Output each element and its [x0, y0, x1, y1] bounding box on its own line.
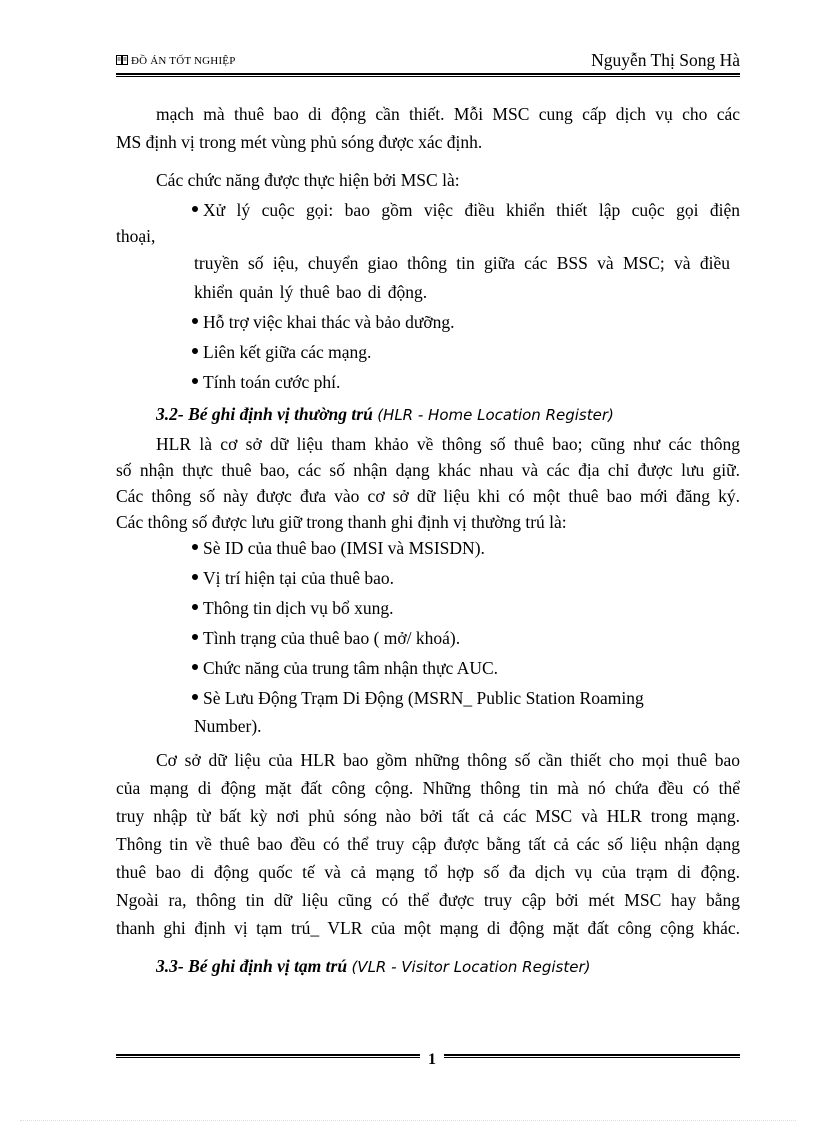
paragraph-line: Ngoài ra, thông tin dữ liệu cũng có thể được truy cập bởi mét MSC hay bằng — [116, 890, 740, 910]
page-edge-divider — [20, 1120, 796, 1121]
list-item: Liên kết giữa các mạng. — [192, 342, 371, 362]
heading-vi: 3.2- Bé ghi định vị thường trú — [156, 404, 373, 424]
paragraph-line: thanh ghi định vị tạm trú_ VLR của một mạng di động mặt đất công cộng khác. — [116, 918, 740, 938]
paragraph-line: truyền số iệu, chuyển giao thông tin giữa các BSS và MSC; và điều — [194, 253, 730, 273]
list-item: Chức năng của trung tâm nhận thực AUC. — [192, 658, 498, 678]
paragraph-line: Các thông số này được đưa vào cơ sở dữ liệu khi có một thuê bao mới đăng ký. — [116, 486, 740, 506]
paragraph-line: Thông tin về thuê bao đều có thể truy cập được bằng tất cả các số liệu nhận dạng — [116, 834, 740, 854]
heading-en: (HLR - Home Location Register) — [377, 406, 614, 424]
list-item: Vị trí hiện tại của thuê bao. — [192, 568, 394, 588]
paragraph-line: số nhận thực thuê bao, các số nhận dạng khác nhau và các địa chỉ được lưu giữ. — [116, 460, 740, 480]
list-item: Tính toán cước phí. — [192, 372, 340, 392]
paragraph-line: Các thông số được lưu giữ trong thanh ghi định vị thường trú là: — [116, 512, 567, 532]
page-header — [116, 50, 740, 74]
page-number: 1 — [420, 1051, 444, 1069]
paragraph-line: Number). — [194, 716, 262, 736]
book-icon — [116, 55, 128, 65]
bullet-icon — [192, 378, 198, 384]
bullet-icon — [192, 634, 198, 640]
list-item: Thông tin dịch vụ bổ xung. — [192, 598, 394, 618]
paragraph-line: Cơ sở dữ liệu của HLR bao gồm những thông số cần thiết cho mọi thuê bao — [156, 750, 740, 770]
paragraph-line: thuê bao di động quốc tế và cả mạng tổ hợp số đa dịch vụ của trạm di động. — [116, 862, 740, 882]
list-item: Hỗ trợ việc khai thác và bảo dưỡng. — [192, 312, 455, 332]
paragraph-line: truy nhập từ bất kỳ nơi phủ sóng nào bởi tất cả các MSC và HLR trong mạng. — [116, 806, 740, 826]
paragraph-line: HLR là cơ sở dữ liệu tham khảo về thông số thuê bao; cũng như các thông — [156, 434, 740, 454]
bullet-icon — [192, 604, 198, 610]
bullet-icon — [192, 318, 198, 324]
paragraph-line: thoại, — [116, 226, 156, 246]
paragraph-line: MS định vị trong mét vùng phủ sóng được xác định. — [116, 132, 483, 152]
paragraph-line: Các chức năng được thực hiện bởi MSC là: — [156, 170, 460, 190]
section-heading — [156, 404, 614, 425]
list-item: Sè ID của thuê bao (IMSI và MSISDN). — [192, 538, 485, 558]
section-heading — [156, 956, 590, 977]
bullet-icon — [192, 348, 198, 354]
header-rule-thin — [116, 76, 740, 77]
bullet-icon — [192, 544, 198, 550]
bullet-icon — [192, 694, 198, 700]
paragraph-line: của mạng di động mặt đất công cộng. Những thông tin mà nó chứa đều có thể — [116, 778, 740, 798]
list-item: Sè Lưu Động Trạm Di Động (MSRN_ Public Station Roaming — [192, 688, 644, 708]
bullet-icon — [192, 206, 198, 212]
bullet-icon — [192, 574, 198, 580]
header-left — [116, 55, 236, 67]
heading-vi: 3.3- Bé ghi định vị tạm trú — [156, 956, 348, 976]
heading-en: (VLR - Visitor Location Register) — [351, 958, 591, 976]
bullet-icon — [192, 664, 198, 670]
list-item: Xử lý cuộc gọi: bao gồm việc điều khiển thiết lập cuộc gọi điện — [192, 200, 740, 220]
paragraph-line: mạch mà thuê bao di động cần thiết. Mỗi MSC cung cấp dịch vụ cho các — [156, 104, 740, 124]
header-rule — [116, 73, 740, 75]
paragraph-line: khiển quản lý thuê bao di động. — [194, 282, 428, 302]
list-item: Tình trạng của thuê bao ( mở/ khoá). — [192, 628, 460, 648]
header-author: Nguyễn Thị Song Hà — [591, 50, 740, 70]
header-title: ĐỒ ÁN TỐT NGHIỆP — [131, 55, 236, 67]
